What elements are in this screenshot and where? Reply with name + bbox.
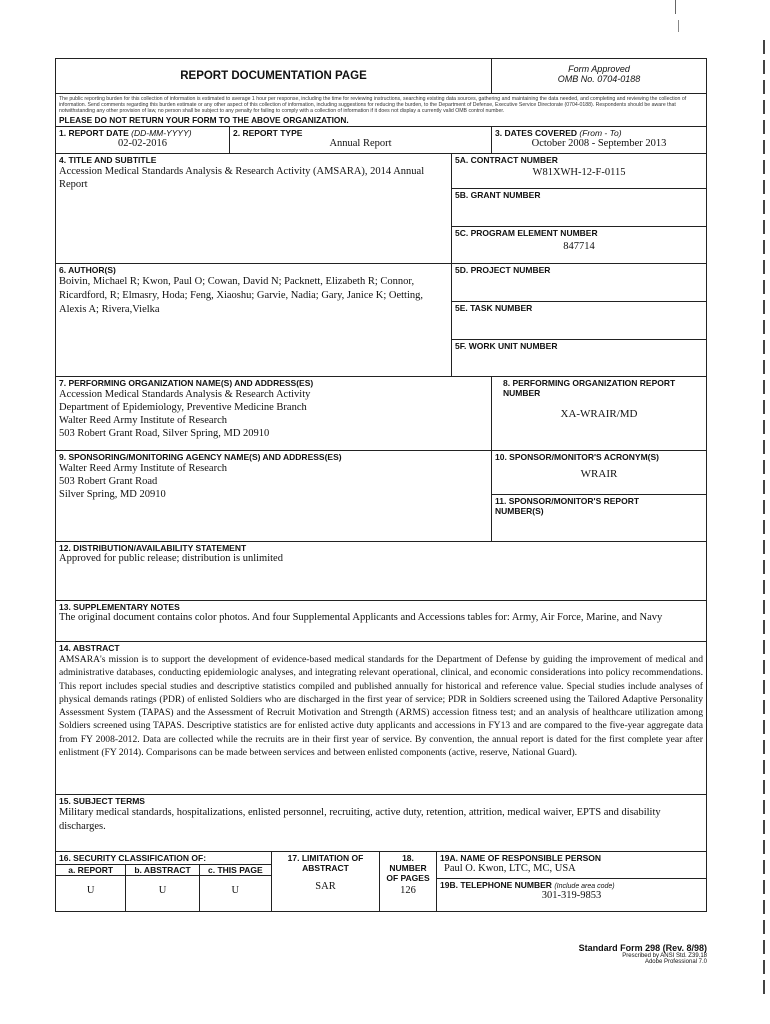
sponsoring-agency-line[interactable]: Walter Reed Army Institute of Research <box>59 463 227 474</box>
field-performing-org: 7. PERFORMING ORGANIZATION NAME(S) AND ADDRESS(ES) Accession Medical Standards Analysis & Research Activity Department of Epidemiology, Preventive Medicine Branch Walter Reed Army Institute of Research 503 Robert Grant Road, Silver Spring, MD 20910 <box>56 377 491 450</box>
report-type-value[interactable]: Annual Report <box>329 138 392 149</box>
scan-mark <box>678 20 679 32</box>
sponsor-acronym-value[interactable]: WRAIR <box>580 468 618 480</box>
sponsoring-agency-line[interactable]: 503 Robert Grant Road <box>59 476 158 487</box>
row-title <box>56 153 706 263</box>
field-subject-terms: 15. SUBJECT TERMS Military medical standards, hospitalizations, enlisted personnel, recruiting, active duty, retention, attrition, medical waiver, EPTS and disability discharges. <box>56 795 706 851</box>
report-date-value[interactable]: 02-02-2016 <box>118 138 167 149</box>
field-project-number: 5D. PROJECT NUMBER <box>455 265 551 275</box>
prescribed-label: Prescribed by ANSI Std. Z39.18 <box>622 953 707 959</box>
row-authors <box>56 263 706 376</box>
field-sponsor-report-number: 11. SPONSOR/MONITOR'S REPORT NUMBER(S) <box>492 494 706 537</box>
field-number-of-pages: 18. NUMBER OF PAGES 126 <box>379 852 436 911</box>
field-program-element: 5C. PROGRAM ELEMENT NUMBER 847714 <box>452 226 706 264</box>
return-notice: PLEASE DO NOT RETURN YOUR FORM TO THE ABOVE ORGANIZATION. <box>59 115 349 125</box>
dates-covered-value[interactable]: October 2008 - September 2013 <box>531 138 667 149</box>
performing-report-number-value[interactable]: XA-WRAIR/MD <box>560 408 638 420</box>
form-header <box>56 59 706 93</box>
number-of-pages-value[interactable]: 126 <box>400 885 416 896</box>
burden-section <box>56 93 706 126</box>
subject-terms-value[interactable]: Military medical standards, hospitalizations, enlisted personnel, recruiting, active duty, retention, attrition, medical waiver, EPTS and disability discharges. <box>59 807 661 832</box>
form-approved: Form Approved <box>568 64 630 74</box>
field-report-type: 2. REPORT TYPE Annual Report <box>229 127 491 153</box>
field-work-unit-number: 5F. WORK UNIT NUMBER <box>452 339 706 378</box>
field-sponsoring-agency: 9. SPONSORING/MONITORING AGENCY NAME(S) AND ADDRESS(ES) Walter Reed Army Institute of Research 503 Robert Grant Road Silver Spring, MD 20910 <box>56 451 491 541</box>
field-performing-report-number: 8. PERFORMING ORGANIZATION REPORT NUMBER XA-WRAIR/MD <box>491 377 706 450</box>
scan-mark <box>675 0 676 14</box>
sponsoring-agency-line[interactable]: Silver Spring, MD 20910 <box>59 489 166 500</box>
classification-abstract-value[interactable]: U <box>158 885 167 896</box>
field-supplementary-notes: 13. SUPPLEMENTARY NOTES The original document contains color photos. And four Supplemental Applicants and Accessions tables for: Army, Air Force, Marine, and Navy <box>56 601 706 641</box>
field-authors: 6. AUTHOR(S) Boivin, Michael R; Kwon, Paul O; Cowan, David N; Packnett, Elizabeth R; Connor, Ricardford, R; Elmasry, Hoda; Feng, Xiaoshu; Garvie, Nadia; Gary, Janice K; Oetting, Alexis A; Rivera,Vielka <box>56 264 451 376</box>
sf298-form <box>55 58 707 912</box>
omb-number: OMB No. 0704-0188 <box>557 74 641 84</box>
adobe-label: Adobe Professional 7.0 <box>644 959 707 965</box>
row-subject-terms <box>56 794 706 851</box>
row-distribution <box>56 541 706 600</box>
field-limitation: 17. LIMITATION OF ABSTRACT SAR <box>271 852 379 911</box>
form-title: REPORT DOCUMENTATION PAGE <box>180 70 367 82</box>
field-report-date: 1. REPORT DATE (DD-MM-YYYY) 02-02-2016 <box>56 127 229 153</box>
field-task-number: 5E. TASK NUMBER <box>452 301 706 339</box>
contract-number-value[interactable]: W81XWH-12-F-0115 <box>532 167 626 178</box>
field-distribution: 12. DISTRIBUTION/AVAILABILITY STATEMENT Approved for public release; distribution is unlimited <box>56 542 706 600</box>
field-responsible-person: 19A. NAME OF RESPONSIBLE PERSON Paul O. Kwon, LTC, MC, USA <box>437 852 706 878</box>
classification-page-value[interactable]: U <box>231 885 240 896</box>
row-sponsoring-agency <box>56 450 706 541</box>
field-contract-number: 5A. CONTRACT NUMBER W81XWH-12-F-0115 <box>452 154 706 188</box>
row-performing-org <box>56 376 706 450</box>
field-security-classification: 16. SECURITY CLASSIFICATION OF: a. REPORT U b. ABSTRACT U c. THIS PAGE U <box>56 852 271 911</box>
performing-org-line[interactable]: 503 Robert Grant Road, Silver Spring, MD 20910 <box>59 428 270 439</box>
performing-org-line[interactable]: Department of Epidemiology, Preventive Medicine Branch <box>59 402 307 413</box>
field-sponsor-acronym: 10. SPONSOR/MONITOR'S ACRONYM(S) WRAIR <box>492 451 706 494</box>
row-abstract <box>56 641 706 794</box>
performing-org-line[interactable]: Accession Medical Standards Analysis & Research Activity <box>59 389 311 400</box>
burden-statement: The public reporting burden for this collection of information is estimated to average 1 hour per response, including the time for reviewing instructions, searching existing data sources, gathering and maintaining the data needed, and completing and reviewing the collection of information. Send comments regarding this burden estimate or any other aspect of this collection of information, including suggestions for reducing the burden, to the Department of Defense, Executive Service Directorate (0704-0188). Respondents should be aware that notwithstanding any other provision of law, no person shall be subject to any penalty for failing to comply with a collection of information if it does not display a currently valid OMB control number. <box>59 96 687 114</box>
field-dates-covered: 3. DATES COVERED (From - To) October 2008 - September 2013 <box>491 127 706 153</box>
authors-value[interactable]: Boivin, Michael R; Kwon, Paul O; Cowan, David N; Packnett, Elizabeth R; Connor, Ricardford, R; Elmasry, Hoda; Feng, Xiaoshu; Garvie, Nadia; Gary, Janice K; Oetting, Alexis A; Rivera,Vielka <box>59 276 424 315</box>
scan-edge-line <box>763 40 765 1000</box>
standard-form-label: Standard Form 298 (Rev. 8/98) <box>578 943 707 953</box>
field-grant-number: 5B. GRANT NUMBER <box>452 188 706 226</box>
supplementary-notes-value[interactable]: The original document contains color photos. And four Supplemental Applicants and Accessions tables for: Army, Air Force, Marine, and Navy <box>59 612 663 623</box>
form-footer <box>579 943 707 965</box>
responsible-person-value[interactable]: Paul O. Kwon, LTC, MC, USA <box>444 863 576 874</box>
row-report-date <box>56 126 706 153</box>
row-supplementary-notes <box>56 600 706 641</box>
performing-org-line[interactable]: Walter Reed Army Institute of Research <box>59 415 227 426</box>
row-classification <box>56 851 706 911</box>
field-telephone: 19B. TELEPHONE NUMBER (Include area code) 301-319-9853 <box>437 878 706 913</box>
field-abstract: 14. ABSTRACT AMSARA's mission is to support the development of evidence-based medical standards for the Department of Defense by guiding the improvement of medical and administrative databases, conducting epidemiologic analyses, and integrating relevant operational, clinical, and economic considerations into policy recommendations. This report includes special studies and descriptive statistics compiled and published annually for historical and reference value. Special studies include analyses of physical demands ratings (PDR) of enlisted Soldiers who are discharged in the first year of service; PDR in Soldiers screened using the Tailored Adaptive Personality Assessment System (TAPAS) and the Assessment of Recruit Motivation and Strength (ARMS) accession fitness test; and an analysis of healthcare utilization among Soldiers screened using TAPAS. Descriptive statistics are for enlisted active duty applicants and accessions in FY13 and are compared to the five-year aggregate data from FY 2008-2012. Data are collected while the recruits are in their first year of service. By convention, the annual report is dated for the first complete year after enlistment (FY 2014). Comparisons can be made between services and between enlisted components (active, reserve, National Guard). <box>59 643 703 759</box>
classification-report-value[interactable]: U <box>86 885 95 896</box>
limitation-value[interactable]: SAR <box>315 881 336 892</box>
title-value[interactable]: Accession Medical Standards Analysis & Research Activity (AMSARA), 2014 Annual Report <box>59 166 425 190</box>
distribution-value[interactable]: Approved for public release; distribution is unlimited <box>59 553 283 564</box>
abstract-value[interactable]: AMSARA's mission is to support the development of evidence-based medical standards for the Department of Defense by guiding the improvement of medical and administrative databases, conducting epidemiologic analyses, and integrating relevant operational, clinical, and economic considerations into policy recommendations. This report includes special studies and descriptive statistics compiled and published annually for historical and reference value. Special studies include analyses of physical demands ratings (PDR) of enlisted Soldiers who are discharged in the first year of service; PDR in Soldiers screened using the Tailored Adaptive Personality Assessment System (TAPAS) and the Assessment of Recruit Motivation and Strength (ARMS) accession fitness test; and an analysis of healthcare utilization among Soldiers screened using TAPAS. Descriptive statistics are for enlisted active duty applicants and accessions in FY13 and are compared to the five-year aggregate data from FY 2008-2012. Data are collected while the recruits are in their first year of service. By convention, the annual report is dated for the first complete year after enlistment (FY 2014). Comparisons can be made between services and between enlisted components (active, reserve, National Guard). <box>59 654 703 759</box>
telephone-value[interactable]: 301-319-9853 <box>541 890 602 901</box>
field-title: 4. TITLE AND SUBTITLE Accession Medical Standards Analysis & Research Activity (AMSARA), 2014 Annual Report <box>56 154 451 263</box>
program-element-value[interactable]: 847714 <box>563 241 595 252</box>
